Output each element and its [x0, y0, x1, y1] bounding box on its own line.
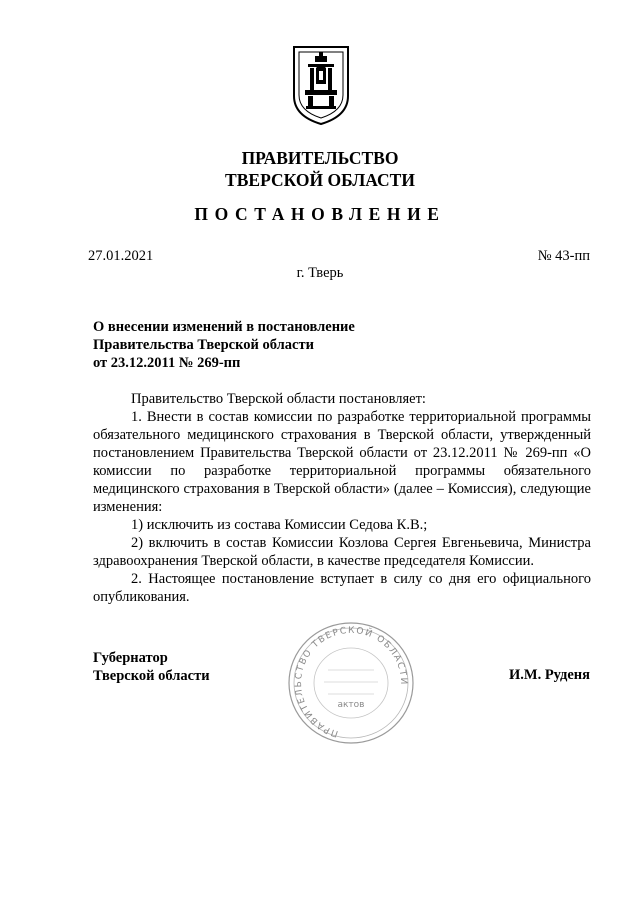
body-paragraph: Правительство Тверской области постановляет:	[131, 391, 426, 407]
signatory-title-line1: Губернатор	[93, 650, 168, 666]
subject-line1: О внесении изменений в постановление	[93, 319, 355, 335]
subject-line3: от 23.12.2011 № 269-пп	[93, 355, 241, 371]
document-date: 27.01.2021	[88, 248, 154, 264]
document-number: № 43-пп	[537, 248, 590, 264]
subject-line2: Правительства Тверской области	[93, 337, 314, 353]
signatory-title-line2: Тверской области	[93, 668, 210, 684]
signatory-name: И.М. Руденя	[508, 667, 590, 683]
coat-of-arms-icon	[290, 44, 352, 126]
official-seal-icon	[286, 620, 416, 746]
document-type: ПОСТАНОВЛЕНИЕ	[194, 204, 446, 224]
document-city: г. Тверь	[296, 265, 344, 281]
document-body	[93, 390, 591, 606]
org-name-line2: ТВЕРСКОЙ ОБЛАСТИ	[225, 170, 415, 190]
body-paragraph: 1. Внести в состав комиссии по разработке территориальной программы обязательного медицинского страхования в Тверской области, утвержденный постановлением Правительства Тверской области от 23.12.2011 № 269-пп «О комиссии по разработке территориальной программы обязательного медицинского страхования в Тверской области» (далее – Комиссия), следующие изменения:	[93, 409, 591, 515]
seal-ring-text: ПРАВИТЕЛЬСТВО ТВЕРСКОЙ ОБЛАСТИ	[294, 625, 409, 739]
body-paragraph: 2. Настоящее постановление вступает в силу со дня его официального опубликования.	[93, 571, 591, 605]
org-name-line1: ПРАВИТЕЛЬСТВО	[241, 148, 399, 168]
body-paragraph: 2) включить в состав Комиссии Козлова Сергея Евгеньевича, Министра здравоохранения Тверской области, в качестве председателя Комиссии.	[93, 535, 591, 569]
body-paragraph: 1) исключить из состава Комиссии Седова К.В.;	[131, 517, 428, 533]
seal-inner-text: актов	[337, 700, 365, 710]
